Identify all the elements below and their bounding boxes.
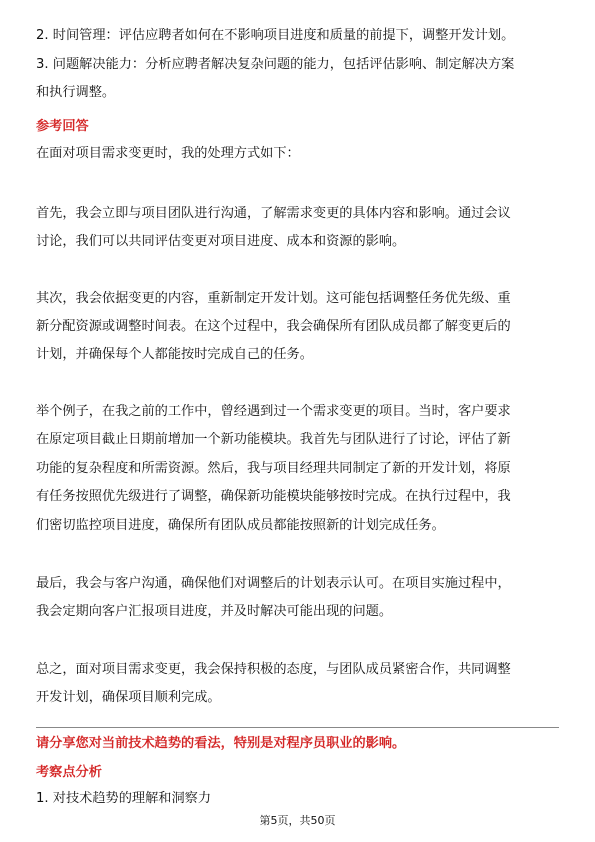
answer-p3-line-5: 们密切监控项目进度，确保所有团队成员都能按照新的计划完成任务。 [36, 518, 445, 533]
answer-p3-line-3: 功能的复杂程度和所需资源。然后，我与项目经理共同制定了新的开发计划，将原 [36, 461, 511, 476]
analysis-heading: 考察点分析 [36, 765, 102, 780]
answer-p3-line-4: 有任务按照优先级进行了调整，确保新功能模块能够按时完成。在执行过程中，我 [36, 489, 511, 504]
answer-p5-line-1: 总之，面对项目需求变更，我会保持积极的态度，与团队成员紧密合作，共同调整 [36, 662, 511, 677]
answer-p2-line-3: 计划，并确保每个人都能按时完成自己的任务。 [36, 347, 313, 362]
answer-p2-line-1: 其次，我会依据变更的内容，重新制定开发计划。这可能包括调整任务优先级、重 [36, 291, 511, 306]
answer-p1-line-2: 讨论，我们可以共同评估变更对项目进度、成本和资源的影响。 [36, 234, 406, 249]
answer-lead: 在面对项目需求变更时，我的处理方式如下： [36, 146, 300, 161]
intro-item-3-line-1: 3. 问题解决能力：分析应聘者解决复杂问题的能力，包括评估影响、制定解决方案 [36, 57, 515, 72]
answer-p2-line-2: 新分配资源或调整时间表。在这个过程中，我会确保所有团队成员都了解变更后的 [36, 319, 511, 334]
intro-item-2: 2. 时间管理：评估应聘者如何在不影响项目进度和质量的前提下，调整开发计划。 [36, 28, 515, 43]
next-question: 请分享您对当前技术趋势的看法，特别是对程序员职业的影响。 [36, 736, 406, 751]
intro-item-3-line-2: 和执行调整。 [36, 85, 116, 100]
page-number: 第5页，共50页 [259, 814, 336, 827]
section-divider [36, 727, 559, 728]
answer-p3-line-1: 举个例子，在我之前的工作中，曾经遇到过一个需求变更的项目。当时，客户要求 [36, 404, 511, 419]
analysis-item-1: 1. 对技术趋势的理解和洞察力 [36, 791, 212, 806]
answer-p3-line-2: 在原定项目截止日期前增加一个新功能模块。我首先与团队进行了讨论，评估了新 [36, 432, 511, 447]
answer-p4-line-1: 最后，我会与客户沟通，确保他们对调整后的计划表示认可。在项目实施过程中， [36, 576, 511, 591]
answer-p5-line-2: 开发计划，确保项目顺利完成。 [36, 690, 221, 705]
answer-heading: 参考回答 [36, 119, 89, 134]
answer-p4-line-2: 我会定期向客户汇报项目进度，并及时解决可能出现的问题。 [36, 604, 393, 619]
answer-p1-line-1: 首先，我会立即与项目团队进行沟通，了解需求变更的具体内容和影响。通过会议 [36, 206, 511, 221]
